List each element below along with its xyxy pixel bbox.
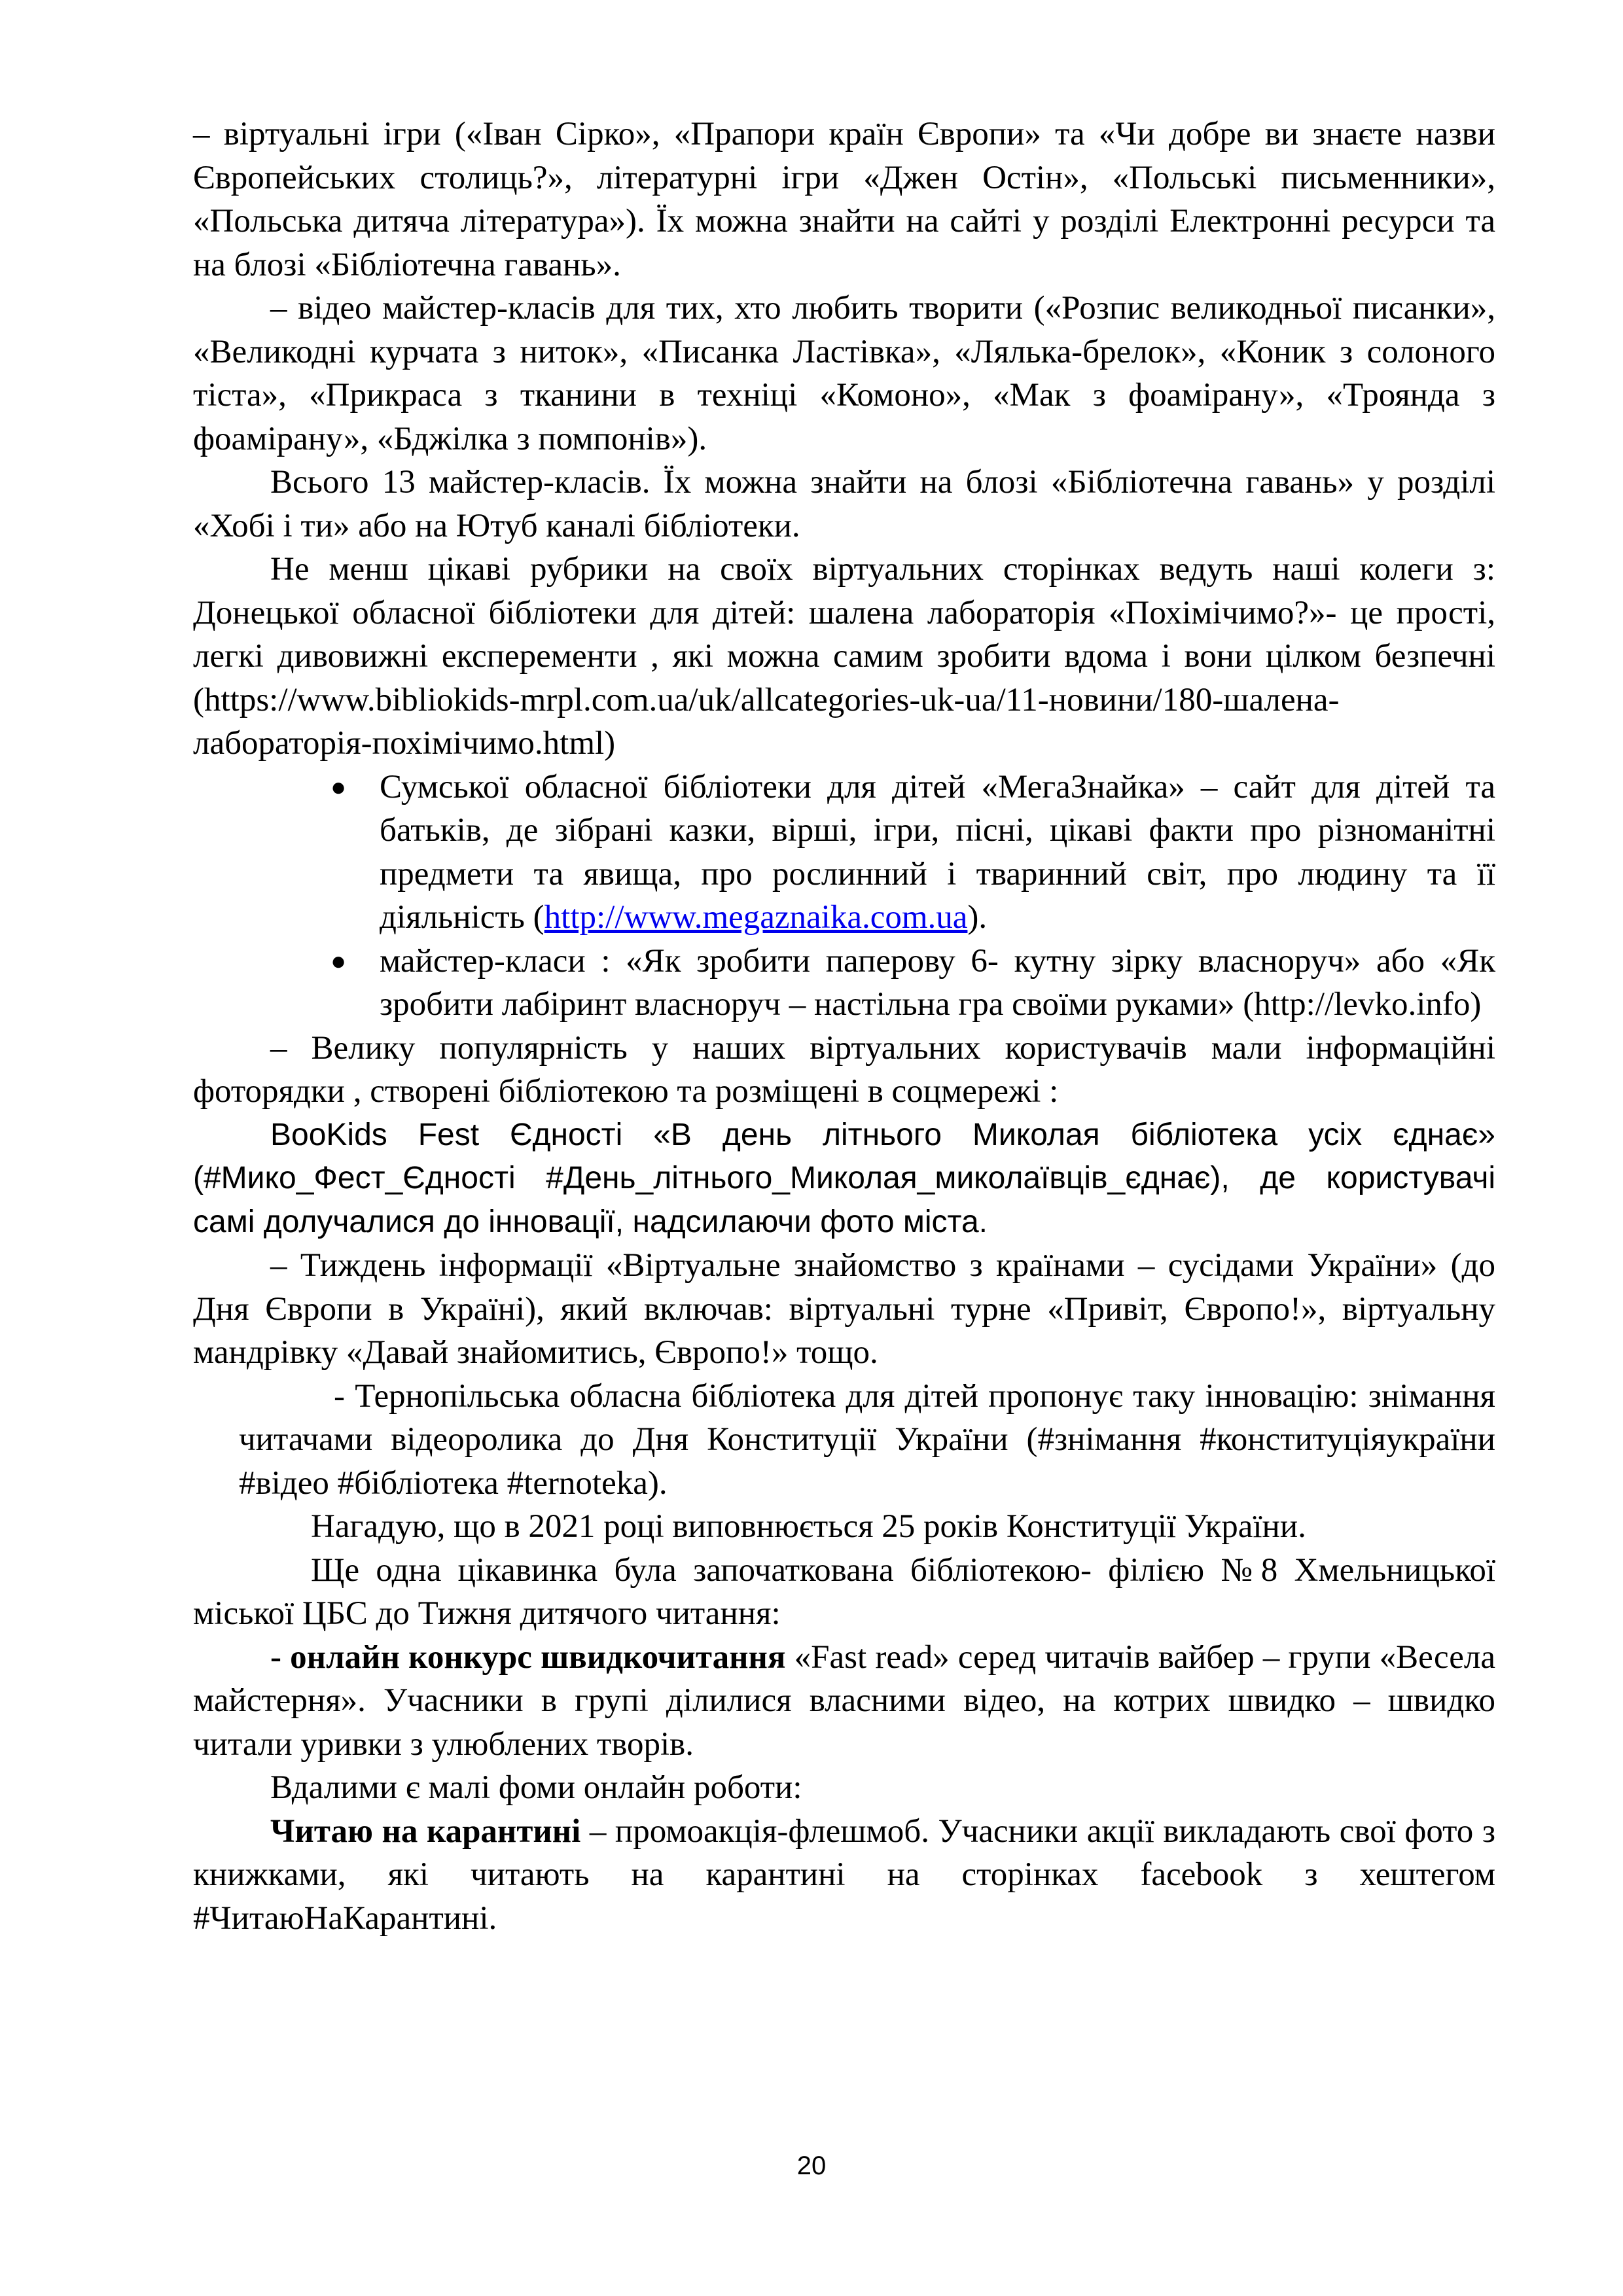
list-item-text: майстер-класи : «Як зробити паперову 6- кутну зірку власноруч» або «Як зробити лабіринт власноруч – настільна гра своїми руками» (http://levko.info) (380, 942, 1495, 1023)
paragraph-small-forms: Вдалими є малі фоми онлайн роботи: (270, 1769, 802, 1806)
bullet-icon: ● (330, 945, 347, 976)
reading-quarantine-text: – промоакція-флешмоб. Учасники акції викладають свої фото з книжками, які читають на карантині на сторінках facebook з хештегом #ЧитаюНаКарантині. (193, 1812, 1495, 1937)
paragraph-branch-8: Ще одна цікавинка була започаткована бібліотекою- філією №8 Хмельницької міської ЦБС до Тижня дитячого читання: (193, 1551, 1495, 1632)
paragraph-virtual-games: – віртуальні ігри («Іван Сірко», «Прапори країн Європи» та «Чи добре ви знаєте назви Європейських столиць?», літературні ігри «Джен Остін», «Польські письменники», «Польська дитяча література»). Їх можна знайти на сайті у розділі Електронні ресурси та на блозі «Бібліотечна гавань». (193, 116, 1495, 283)
document-body (193, 113, 1495, 1940)
fast-read-text: «Fast read» серед читачів вайбер – групи «Весела майстерня». Учасники в групі ділилися власними відео, на котрих швидко – швидко читали уривки з улюблених творів. (193, 1638, 1495, 1763)
list-item-megaznaika (330, 766, 1495, 940)
bullet-icon: ● (330, 771, 347, 802)
reading-quarantine-title: Читаю на карантині (270, 1812, 581, 1850)
paragraph-masterclasses-count: Всього 13 майстер-класів. Їх можна знайти на блозі «Бібліотечна гавань» у розділі «Хобі і ти» або на Ютуб каналі бібліотеки. (193, 464, 1495, 544)
list-item-text-end: ). (967, 899, 988, 936)
page-number: 20 (796, 2151, 827, 2180)
list-item-masterclasses (330, 940, 1495, 1027)
paragraph-bookids-fest: BooKids Fest Єдності «В день літнього Миколая бібліотека усіх єднає» (#Мико_Фест_Єдності #День_літнього_Миколая_миколаївців_єднає), де користувачі самі долучалися до інновації, надсилаючи фото міста. (193, 1117, 1495, 1239)
paragraph-fast-read (193, 1636, 1495, 1767)
megaznaika-link[interactable]: http://www.megaznaika.com.ua (544, 899, 968, 936)
paragraph-constitution-reminder: Нагадую, що в 2021 році виповнюється 25 років Конституції України. (311, 1508, 1306, 1545)
paragraph-video-masterclasses: – відео майстер-класів для тих, хто любить творити («Розпис великодньої писанки», «Великодні курчата з ниток», «Писанка Ластівка», «Лялька-брелок», «Коник з солоного тіста», «Прикраса з тканини в техніці «Комоно», «Мак з фоамірану», «Троянда з фоамірану», «Бджілка з помпонів»). (193, 290, 1495, 457)
fast-read-title: - онлайн конкурс швидкочитання (270, 1638, 786, 1676)
paragraph-photo-series: – Велику популярність у наших віртуальних користувачів мали інформаційні фоторядки , створені бібліотекою та розміщені в соцмережі : (193, 1029, 1495, 1110)
paragraph-information-week: – Тиждень інформації «Віртуальне знайомство з країнами – сусідами України» (до Дня Європи в Україні), який включав: віртуальні турне «Привіт, Європо!», віртуальну мандрівку «Давай знайомитись, Європо!» тощо. (193, 1247, 1495, 1371)
paragraph-reading-quarantine (193, 1810, 1495, 1941)
bullet-list (193, 766, 1495, 1027)
paragraph-ternopil-library: - Тернопільська обласна бібліотека для дітей пропонує таку інновацію: знімання читачами відеоролика до Дня Конституції України (#знімання #конституціяукраїни #відео #бібліотека #ternoteka). (239, 1377, 1495, 1502)
list-item-text: Сумської обласної бібліотеки для дітей «МегаЗнайка» – сайт для дітей та батьків, де зібрані казки, вірші, ігри, пісні, цікаві факти про різноманітні предмети та явища, про рослинний і тваринний світ, про людину та її діяльність ( (380, 768, 1495, 936)
paragraph-colleagues-rubrics: Не менш цікаві рубрики на своїх віртуальних сторінках ведуть наші колеги з: Донецької обласної бібліотеки для дітей: шалена лабораторія «Похімічимо?»- це прості, легкі дивовижні експеременти , які можна самим зробити вдома і вони цілком безпечні (https://www.bibliokids-mrpl.com.ua/uk/allcategories-uk-ua/11-новини/180-шалена-лабораторія-похімічимо.html) (193, 551, 1495, 762)
